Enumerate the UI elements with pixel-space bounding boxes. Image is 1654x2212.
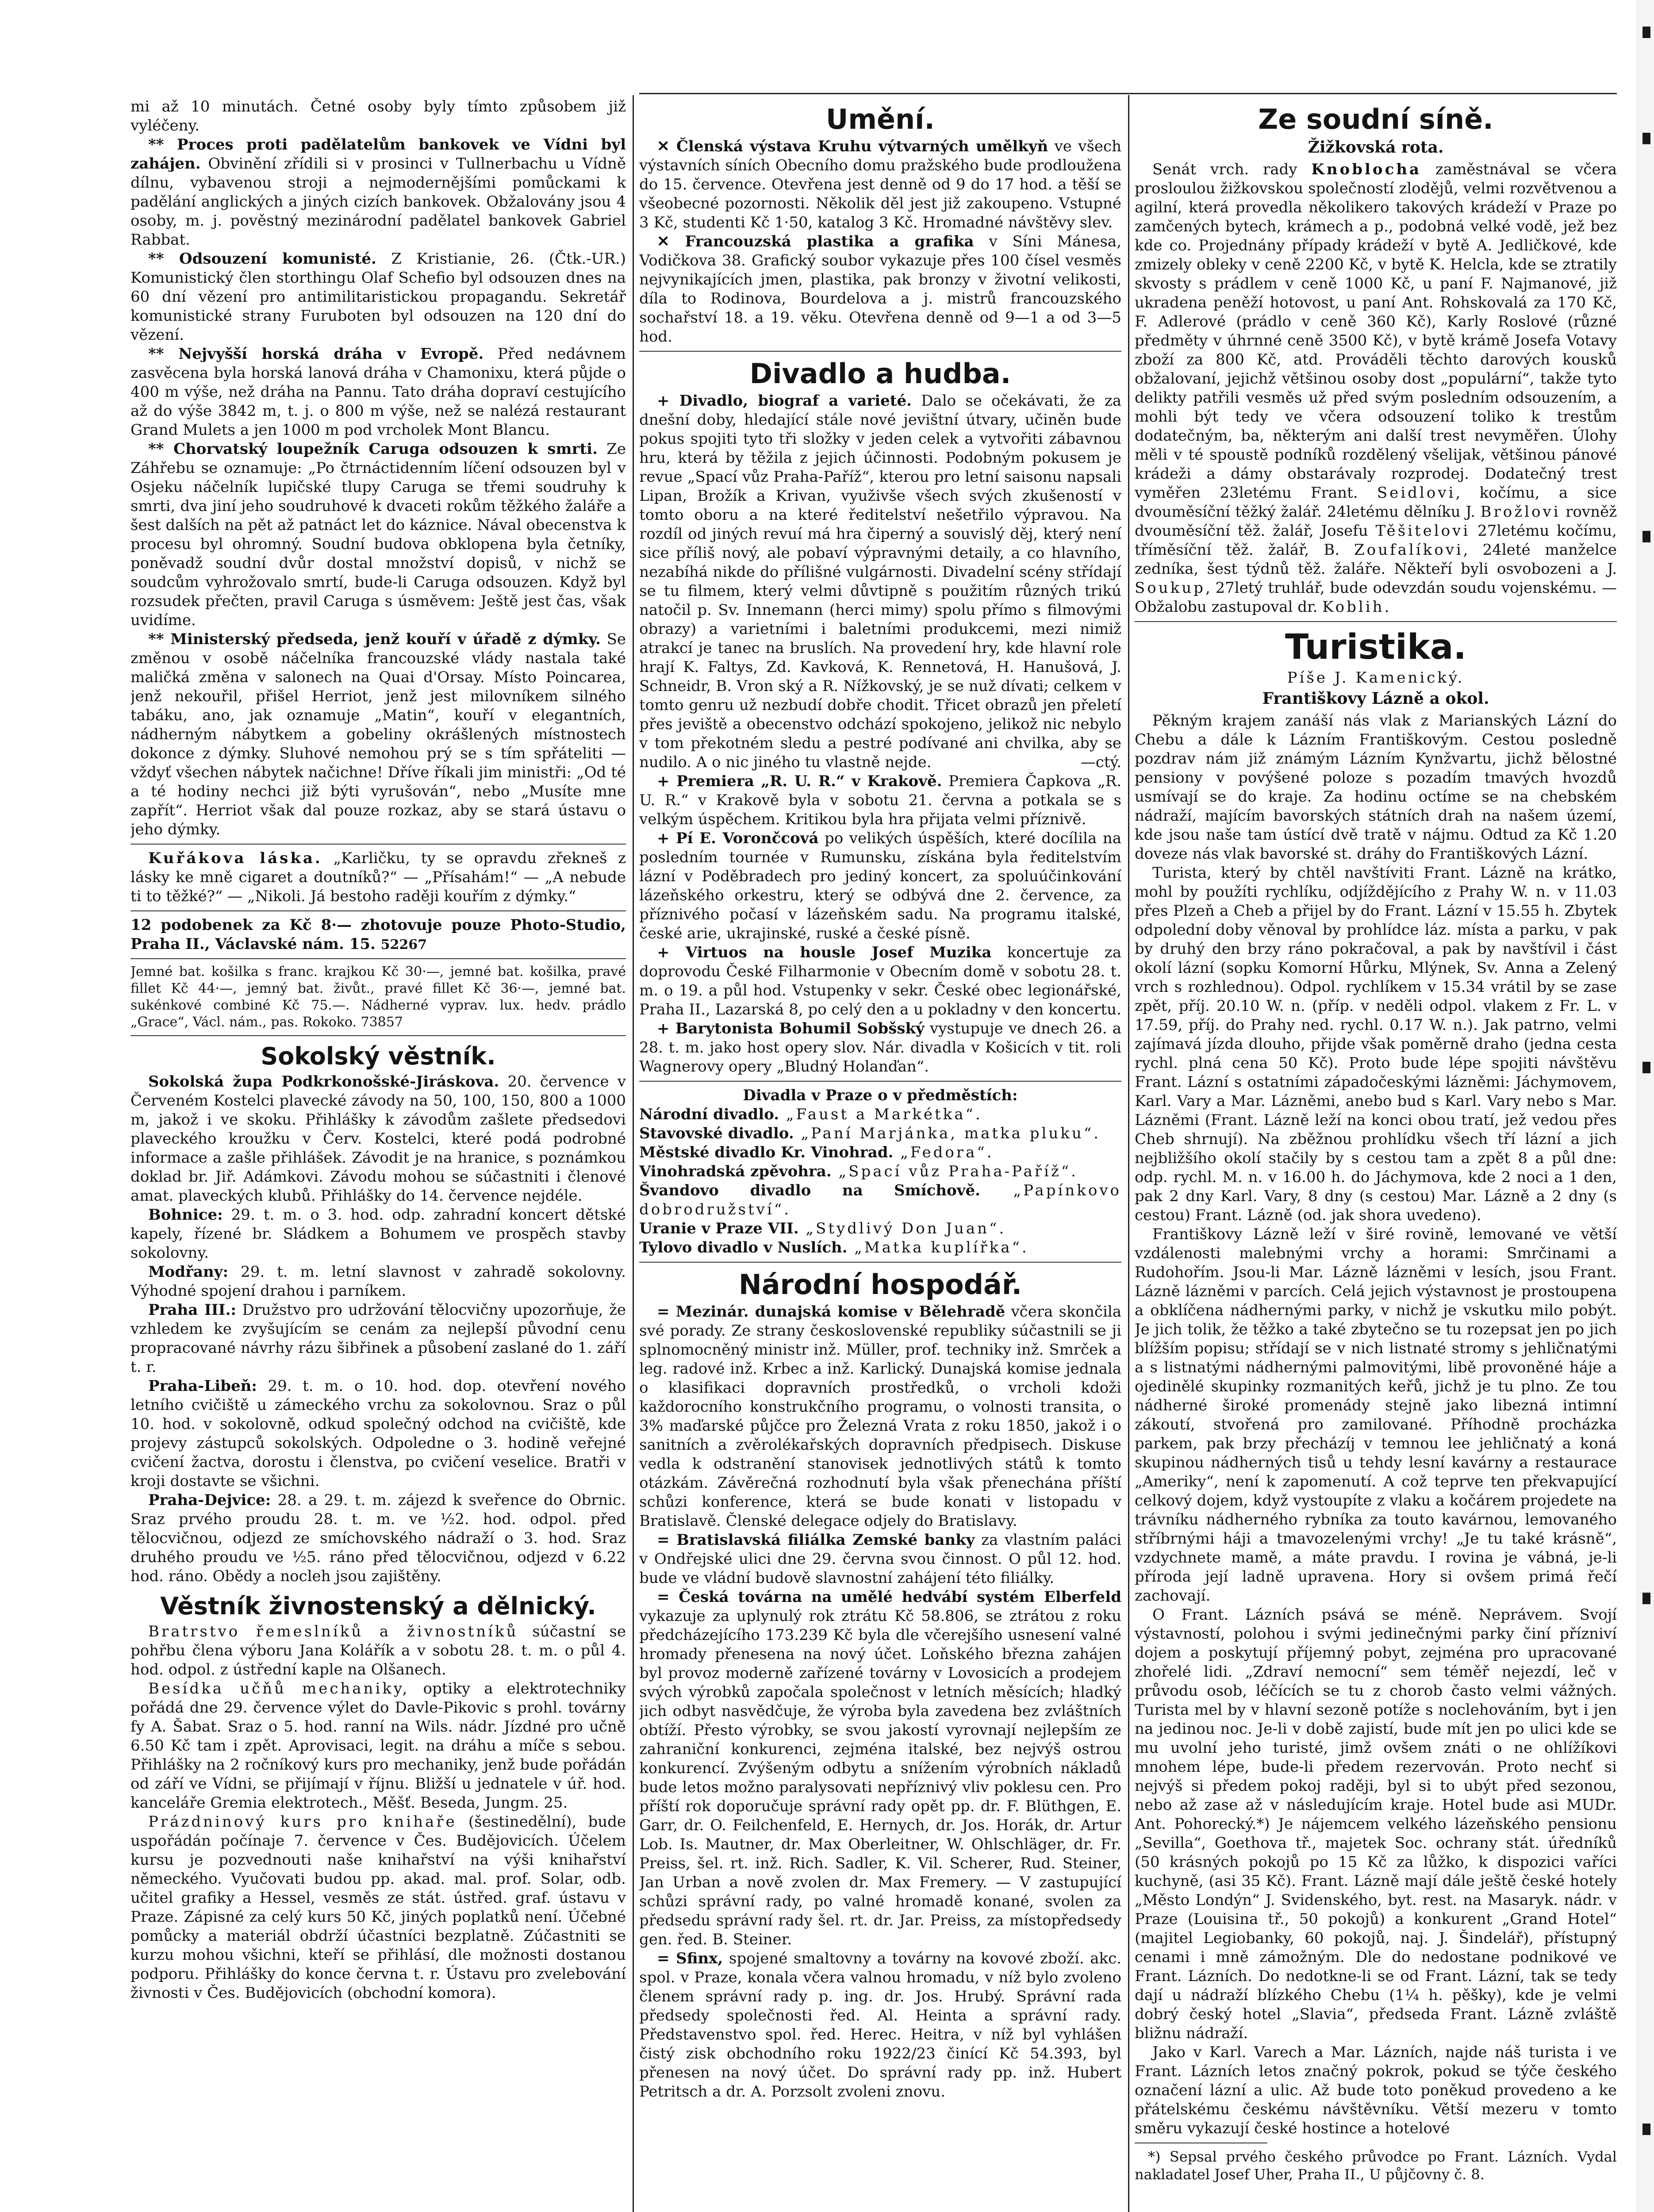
news-body: optiky a elektrotechniky pořádá dne 29. července výlet do Davle-Pikovic s prohl. továrny fy A. Šabat. Sraz o 5. hod. ranní na Wils. nádr. Jízdné pro učně 6.50 Kč tam i zpět. Aprovisaci, legit. na dráhu a míče s sebou. Přihlášky na 2 ročníkový kurs pro mechaniky, jenž bude pořádán od září ve Vídni, se přijímají v říjnu. Bližší u jednatele v úř. hod. kanceláře Gremia elektrotech., Měšť. Beseda, Jungm. 25. xyxy=(130,1680,626,1812)
play-title: „Fedora“. xyxy=(893,1144,994,1161)
news-item xyxy=(130,1679,626,1813)
ad-item xyxy=(130,849,626,906)
news-headline: = Česká továrna na umělé hedvábí systém Elberfeld xyxy=(657,1588,1121,1606)
news-body: v Síni Mánesa, Vodičkova 38. Grafický soubor vykazuje přes 100 čísel vesměs nejvynikajících jmen, plastika, pak bronzy v životní velikosti, díla to Rodinova, Bourdelova a j. mistrů francouzského sochařství 18. a 19. věku. Otevřena denně od 9—1 a od 3—5 hod. xyxy=(639,233,1121,346)
news-headline: Praha-Dejvice: xyxy=(148,1491,271,1509)
ad-headline: Kuřákova láska. xyxy=(148,849,322,867)
news-item xyxy=(130,1813,626,2003)
news-item xyxy=(639,232,1121,346)
column-middle xyxy=(639,97,1121,2212)
person-name: Brožlovi xyxy=(1480,503,1561,521)
news-item xyxy=(639,1588,1121,1949)
text-run: Senát vrch. rady xyxy=(1152,161,1312,178)
text-run: rovněž dvouměsíční těž. žalář, Josefu xyxy=(1135,503,1617,540)
theatre-name: Stavovské divadlo. xyxy=(639,1125,794,1142)
theatre-program-item xyxy=(639,1143,1121,1162)
news-body: Premiera Čapkova „R. U. R.“ v Krakově byla v sobotu 21. června a potkala se s velkým úspěchem. Kritikou byla hra přijata velmi příznivě. xyxy=(639,772,1121,828)
section-title-theatre: Divadlo a hudba. xyxy=(749,357,1011,390)
news-item xyxy=(639,943,1121,1019)
play-title: „Spací vůz Praha-Paříž“. xyxy=(831,1163,1078,1180)
person-name: Soukup xyxy=(1135,579,1205,597)
edge-mark xyxy=(1642,2124,1650,2135)
news-item xyxy=(130,1491,626,1586)
section-title-sokol: Sokolský věstník. xyxy=(261,1042,496,1070)
news-item xyxy=(639,137,1121,232)
news-body: Obvinění zřídili si v prosinci v Tullnerbachu u Vídně dílnu, vybavenou stroji a nejmodernějšími pomůckami k padělání anglických a jiných cizích bankovek. Obžalovány jsou 4 osoby, m. j. pověstný mezinárodní padělatel bankovek Gabriel Rabbat. xyxy=(130,155,626,249)
ad-lingerie xyxy=(130,964,626,1031)
news-body: 20. července v Červeném Kostelci plavecké závody na 50, 100, 150, 800 a 1000 m, jakož i ve skoku. Přihlášky k závodům zašlete předsedovi plaveckého kroužku v Červ. Kostelci, které podá podrobné informace a zašle přihlášek. Závodit je na hranice, s poznámkou doklad br. Jiř. Adámkovi. Závodu mohou se súčastniti i členové amat. plaveckých klubů. Přihlášky do 14. července nejdéle. xyxy=(130,1073,626,1205)
play-title: „Papínkovo dobrodružství“. xyxy=(639,1182,1121,1218)
news-body: Se změnou v osobě náčelníka francouzské vlády nastala také maličká změna v salonech na Quai d'Orsay. Místo Poincarea, jenž nekouřil, přišel Herriot, jenž jest milovníkem silného tabáku, ano, jak oznamuje „Matin“, kouří v elegantních, nádherným nábytkem a gobeliny okrášlených místnostech dokonce z dýmky. Sluhové nemohou prý se s tím spřáteliti — vždyť všechen nábytek načichne! Dříve říkali jim ministři: „Od té a té hodiny nechci již býti vyrušován“, nebo „Musíte mne zapřít“. Herriot však dal pouze rozkaz, aby se stará ústavu o jeho dýmky. xyxy=(130,630,626,838)
news-item xyxy=(130,1622,626,1679)
news-body: včera skončila své porady. Ze strany československé republiky súčastnili se ji splnomocněný ministr inž. Müller, prof. techniky inž. Smrček a leg. radové inž. Krbec a inž. Karlický. Dunajská komise jednala o klasifikaci dopravních prostředků, o vrcholi kdoži každorocního konstrukčního programu, o volnosti transita, o 3% maďarské půjčce pro Železná Vrata z roku 1850, jakož i o sanitních a zvěrolékařských dopravních předpisech. Diskuse vedla k odstranění stanovisek jednotlivých států k tomto otázkám. Závěrečná rozhodnutí byla však přenechána příští schůzi konference, která se bude konati v listopadu v Bratislavě. Členské delegace odjely do Bratislavy. xyxy=(639,1303,1121,1530)
article-signature: —ctý. xyxy=(1080,753,1121,771)
news-headline: + Divadlo, biograf a varieté. xyxy=(657,392,912,410)
play-title: „Stydlivý Don Juan“. xyxy=(798,1220,1006,1237)
section-divider xyxy=(639,1262,1121,1263)
news-item xyxy=(639,392,1121,772)
news-body: po velikých úspěších, které docílila na posledním tournée v Rumunsku, získána byla ředitelstvím lázní v Poděbradech pro jediný koncert, za spoluúčinkování lázeňského orkestru, který se odbývá dne 2. července, za příznivého počasí v lázeňském sadu. Na programu italské, české arie, ukrajinské, ruské a české písně. xyxy=(639,830,1121,942)
play-title: „Faust a Markétka“. xyxy=(779,1106,982,1123)
news-body: 29. t. m. letní slavnost v zahradě sokolovny. Výhodné spojení drahou i parníkem. xyxy=(130,1263,626,1300)
news-item xyxy=(130,1301,626,1377)
news-item xyxy=(639,1949,1121,2101)
play-title: „Matka kuplířka“. xyxy=(847,1239,1029,1256)
news-headline: Bratrstvo řemeslníků a živnostníků xyxy=(148,1623,518,1640)
edge-mark xyxy=(1642,531,1650,542)
section-title-tourism: Turistika. xyxy=(1285,627,1466,667)
person-name: Koblih xyxy=(1322,598,1385,616)
news-item xyxy=(639,1019,1121,1076)
column-right xyxy=(1135,97,1617,2212)
theatre-program-item xyxy=(639,1162,1121,1181)
article-subtitle: Žižkovská rota. xyxy=(1308,138,1444,157)
article-subtitle: Františkovy Lázně a okol. xyxy=(1262,689,1489,708)
edge-mark xyxy=(1642,133,1650,144)
ad-text: Jemné bat. košilka s franc. krajkou Kč 30·—, jemné bat. košilka, pravé fillet Kč 44·—, jemný bat. živůt., pravé fillet Kč 36·—, jemné bat. sukénkové combiné Kč 75.—. Nádherné vyprav. lux. hedv. prádlo „Grace“, Václ. nám., pas. Rokoko. xyxy=(130,964,626,1030)
news-headline: = Bratislavská filiálka Zemské banky xyxy=(657,1531,975,1549)
news-item xyxy=(639,1302,1121,1531)
news-body: vystupuje ve dnech 26. a 28. t. m. jako host opery slov. Nár. divadla v Košicích v tit. roli Wagnerovy opery „Bludný Holanďan“. xyxy=(639,1020,1121,1075)
person-name: Těšitelovi xyxy=(1375,522,1470,540)
text-run: 27letému kočímu, tříměsíční těž. žalář, B. xyxy=(1135,522,1617,559)
news-headline: ✕ Členská výstava Kruhu výtvarných umělkyň xyxy=(657,138,1048,155)
news-body: 28. a 29. t. m. zájezd k sveřence do Obrnic. Sraz prvého proudu 28. t. m. ve ½2. hod. odpol. před tělocvičnou, odjezd ze smíchovského nádraží o 3. hod. Sraz druhého proudu ve ½5. ráno před tělocvičnou, odjezd v 6.22 hod. ráno. Obědy a nocleh jsou zajištěny. xyxy=(130,1491,626,1585)
news-item xyxy=(130,440,626,630)
ad-number: 52267 xyxy=(380,937,427,952)
news-headline: ** Proces proti padělatelům bankovek ve Vídni byl zahájen. xyxy=(130,136,626,173)
news-item xyxy=(130,630,626,839)
text-run: . xyxy=(1384,598,1389,616)
theatre-name: Vinohradská zpěvohra. xyxy=(639,1163,832,1180)
article-text xyxy=(1135,160,1617,617)
edge-mark xyxy=(1642,27,1650,38)
news-item xyxy=(130,1263,626,1301)
article-text: Jako v Karl. Varech a Mar. Lázních, najde náš turista i ve Frant. Lázních letos značný pokrok, pokud se týče českého označení lázní a ulic. Až bude toto poněkud provedeno a ke přátelskému českému návštěvníku. Větší mezeru v tomto směru vykazují české hostince a hotelové xyxy=(1135,2043,1617,2137)
news-item xyxy=(130,250,626,345)
news-headline: + Barytonista Bohumil Sobšský xyxy=(657,1020,925,1037)
news-item xyxy=(130,1206,626,1263)
news-item xyxy=(639,1531,1121,1588)
section-divider xyxy=(639,1081,1121,1082)
section-divider xyxy=(130,844,626,845)
news-body: Družstvo pro udržování tělocvičny upozorňuje, že vzhledem ke zvyšujícím se cenám za nejlepší původní cenu propracované návrhy rázu šibřinek a působení zaslané do 1. září t. r. xyxy=(130,1301,626,1376)
section-title-economy: Národní hospodář. xyxy=(738,1268,1022,1301)
news-headline: Prázdninový kurs pro knihaře xyxy=(148,1813,457,1831)
news-item xyxy=(130,1072,626,1206)
news-headline: Bohnice: xyxy=(148,1206,223,1224)
person-name: Zoufalíkovi xyxy=(1354,541,1463,559)
edge-mark xyxy=(1642,1062,1650,1073)
play-title: „Paní Marjánka, matka pluku“. xyxy=(794,1125,1101,1142)
ad-body: „Karličku, ty se opravdu zřekneš z lásky ke mně cigaret a doutníků?“ — „Přísahám!“ — „A nebude ti to těžké?“ — „Nikoli. Já bestoho raději kouřím z dýmky.“ xyxy=(130,849,626,905)
theatre-name: Uranie v Praze VII. xyxy=(639,1220,799,1237)
column-divider-right xyxy=(1128,95,1129,2212)
news-headline: = Sfinx, xyxy=(657,1950,723,1967)
theatre-program-item xyxy=(639,1181,1121,1219)
person-name: Knoblocha xyxy=(1311,161,1422,178)
column-divider-left xyxy=(633,95,634,2212)
news-item xyxy=(639,772,1121,829)
section-divider xyxy=(1135,621,1617,622)
edge-mark xyxy=(1642,1593,1650,1604)
article-text: mi až 10 minutách. Četné osoby byly tímto způsobem již vyléčeny. xyxy=(130,98,626,134)
article-text: O Frant. Lázních psává se méně. Neprávem. Svojí výstavností, polohou i svými jedinečnými parky činí přízniví dojem a poskytují příjemný pobyt, zejména pro upracované zhořelé lidi. „Zdraví nemocní“ sem téměř nejezdí, leč v průvodu osob, léčících se tu z chorob často velmi vážných. Turista mel by v hlavní sezoně potíže s noclehováním, byt i jen na jedinou noc. Je-li v době zajistí, bude mít jen po ulici kde se mu uvolní jeho turisté, jimž ovšem znáti o ne ohlížíkovi mnohem lépe, bude-li předem rezervován. Proto nechť si nejvýš si předem pokoj raději, byl si to ubýt před sezonou, nebo až zase až v následujícím kraje. Hotel bude asi MUDr. Ant. Pohorecký.*) Je nájemcem velkého lázeňského pensionu „Sevilla“, Goethova tř., majetek Soc. ochrany stát. úředníků (50 krásných pokojů po 15 Kč za lůžko, k dispozici vaříci kuchyně, (asi 35 Kč). Frant. Lázně mají dále ještě české hotely „Město Londýn“ J. Svidenského, byt. rest. na Masaryk. nádr. v Praze (Louisina tř., 50 pokojů) a konkurent „Grand Hotel“ (majitel Legiobanky, 60 pokojů, naj. J. Šindelář), přístupný cenami i mně zámožným. Dle do nedostane podnikové ve Frant. Lázních. Do nedotkne-li se od Frant. Lázní, tak se tedy dají u nádraží blízkého Chebu (1¼ h. pěšky), kde je velmi dobrý český hotel „Slavia“, předseda Frant. Lázně zvláště bližnu nádraží. xyxy=(1135,1606,1617,2042)
theatre-program-item xyxy=(639,1124,1121,1143)
text-run: , 24leté manželce zedníka, šest týdnů těž. žaláře. Někteří byli osvobozeni a J. xyxy=(1135,541,1617,578)
ad-text: 12 podobenek za Kč 8·— zhotovuje pouze Photo-Studio, Praha II., Václavské nám. 15. xyxy=(130,916,626,953)
article-text: Pěkným krajem zanáší nás vlak z Marianských Lázní do Chebu a dále k Lázním Františkovým. Cestou posledně pozdrav nám již známým Lázním Kynžvartu, jichž bělostné pensiony v povýšené poloze s pozadím tmavých hvozdů usmívají se do kraje. Za hodinu octíme se na chebském nádraží, majícím bavorských státních drah na našem území, kde jsou naše tam ústící dvě tratě v nájmu. Odtud za Kč 1.20 doveze nás vlak bavorské st. dráhy do Františkových Lázní. xyxy=(1135,712,1617,863)
news-headline: + Pí E. Vorončcová xyxy=(657,830,819,847)
news-body: spojené smaltovny a továrny na kovové zboží. akc. spol. v Praze, konala včera valnou hromadu, v níž bylo zvoleno členem správní rady p. ing. dr. Jos. Hrubý. Správní rada předsedy společnosti řed. Al. Heinta a správní rady. Představenstvo spol. řed. Herec. Heitra, v níž byl vyhlášen čistý zisk obchodního roku 1922/23 činící Kč 54.393, byl přenesen na nový účet. Do správní rady pp. inž. Hubert Petritsch a dr. A. Porzsolt zvoleni znovu. xyxy=(639,1950,1121,2101)
text-run: , kočímu, a sice dvouměsíční těžký žalář. 24letému dělníku J. xyxy=(1135,484,1617,521)
news-headline: ** Odsouzení komunisté. xyxy=(148,250,376,268)
news-headline: ** Nejvyšší horská dráha v Evropě. xyxy=(148,345,484,363)
section-divider xyxy=(130,1035,626,1036)
person-name: Seidlovi xyxy=(1377,484,1456,502)
news-headline: Modřany: xyxy=(148,1263,229,1281)
news-headline: + Premiera „R. U. R.“ v Krakově. xyxy=(657,772,942,790)
news-item xyxy=(130,135,626,250)
news-headline: ** Ministerský předseda, jenž kouří v úřadě z dýmky. xyxy=(148,630,601,648)
section-title-trades: Věstník živnostenský a dělnický. xyxy=(160,1592,596,1620)
theatre-name: Městské divadlo Kr. Vinohrad. xyxy=(639,1144,894,1161)
theatre-program-item xyxy=(639,1105,1121,1124)
section-title-court: Ze soudní síně. xyxy=(1258,103,1493,135)
news-headline: = Mezinár. dunajská komise v Bělehradě xyxy=(657,1303,1005,1321)
theatre-program-item xyxy=(639,1238,1121,1257)
news-headline: Besídka učňů mechaniky, xyxy=(148,1680,410,1697)
theatre-name: Tylovo divadlo v Nuslích. xyxy=(639,1239,848,1256)
news-body: za vlastním paláci v Ondřejské ulici dne 29. června svou činnost. O půl 12. hod. bude ve vládní budově slavnostní zahájení této filiálky. xyxy=(639,1531,1121,1587)
news-body: ve všech výstavních síních Obecního domu pražského bude prodloužena do 15. července. Otevřena jest denně od 9 do 17 hod. a těší se všeobecné pozornosti. Několik děl jest již zakoupeno. Vstupné 3 Kč, studenti Kč 1·50, katalog 3 Kč. Hromadné návštěvy slev. xyxy=(639,138,1121,231)
text-run: zaměstnával se včera prosloulou žižkovskou společností zlodějů, velmi rozvětvenou a agilní, která provedla několikero takových krádeží v Praze po zamčených bytech, krámech a p., podobná velké vodě, jež bez kde co. Projednány případy krádeží v bytě A. Jedličkové, kde zmizely obleky v ceně 2200 Kč, v bytě K. Helcla, kde se ztratily skvosty s prádlem v ceně 1000 Kč, u paní F. Najmanové, již ukradena peněží hotovost, u paní Ant. Rohskovalá za 170 Kč, F. Adlerové (prádlo v ceně 360 Kč), Karly Roslové (různé předměty v úhrnné ceně 3500 Kč), v bytě krámě Josefa Votavy zboží za 800 Kč, atd. Prováděli těchto darových kousků obžalovaní, jejichž většinou osoby dost „populární“, takže tyto delikty patřili vesměs už před svým posledním odsouzením, a mohli být tedy ve včera odsouzení toliko k trestům dodatečným, ba, některým ani další trest nevyměřen. Úlohy měli v té spoustě podníků rozdělený všelijak, většinou pánové krádeži a dámy obstarávaly rozprodej. Dodatečný trest vyměřen 23letému Frant. xyxy=(1135,161,1617,502)
news-body: Ze Záhřebu se oznamuje: „Po čtrnáctidenním líčení odsouzen byl v Osjeku náčelník lupičské tlupy Caruga se třemi soudruhy k smrti, dva jiní jeho soudruhové k dvaceti rokům těžkého žaláře a šest dalších na pět až patnáct let do káznice. Nával obecenstva k procesu byl ohromný. Soudní budova obklopena byla četníky, poněvadž soudní dvůr dostal množství dopisů, v nichž se soudcům vyhrožovalo smrtí, bude-li Caruga odsouzen. Když byl rozsudek přečten, pravil Caruga s úsměvem: Ještě jest čas, však uvidíme. xyxy=(130,440,626,629)
section-title-art: Umění. xyxy=(826,103,935,135)
theatre-program-title: Divadla v Praze o v předměstích: xyxy=(743,1087,1018,1104)
column-left xyxy=(130,97,626,2212)
news-item xyxy=(130,345,626,440)
news-item xyxy=(639,829,1121,943)
news-body: koncertuje za doprovodu České Filharmonie v Obecním domě v sobotu 28. t. m. o 19. a půl hod. Vstupenky v sekr. České obec legionářské, Praha II., Lazarská 8, po celý den a u pokladny v den koncertu. xyxy=(639,944,1121,1018)
news-body: Z Kristianie, 26. (Čtk.-UR.) Komunistický člen storthingu Olaf Schefio byl odsouzen dnes na 60 dní vězení pro antimilitaristickou propagandu. Sekretář komunistické strany Furuboten byl odsouzen na 120 dní do vězení. xyxy=(130,250,626,344)
news-body: vykazuje za uplynulý rok ztrátu Kč 58.806, se ztrátou z roku předcházejícího 173.239 Kč byla dle včerejšího usnesení valné hromady přenesena na nový účet. Loňského března zahájen byl provoz moderně zařízené továrny v Lovosicích a prodejem svých výrobků započala společnost v letních měsících; hladký jich odbyt nasvědčuje, že výroba byla zavedena bez zvláštních obtíží. Přesto výrobky, se svou jakostí vyrovnají nejlepším ze zahraniční konkurenci, zejména italské, bez nejvýš ostrou konkurencí. Zvýšeným odbytu a snížením výrobních nákladů bude letos možno paralysovati nepříznivý vliv poklesu cen. Pro příští rok doporučuje správní rady opět pp. dr. F. Blüthgen, E. Garr, dr. O. Feilchenfeld, E. Hernych, dr. Jos. Horák, dr. Artur Lob. Is. Mautner, dr. Max Oberleitner, W. Ohlschläger, dr. Fr. Preiss, šel. rt. inž. Rich. Sadler, K. Vil. Scherer, Rud. Steiner, Jan Urban a nově zvolen dr. Max Fremery. — V zastupující schůzi správní rady, po valné hromadě konané, svolen za předsedu správní rady šel. rt. dr. Jar. Preiss, za místopředsedy gen. řed. B. Steiner. xyxy=(639,1607,1121,1948)
column-top-rule xyxy=(639,93,1617,94)
theatre-program-list xyxy=(639,1105,1121,1257)
ad-photo-studio xyxy=(130,916,626,954)
news-body: súčastní se pohřbu člena výboru Jana Kolářík a v sobotu 28. t. m. o půl 4. hod. odpol. z ústřední kaple na Olšanech. xyxy=(130,1623,626,1678)
news-body: (šestinedělní), bude uspořádán počínaje 7. července v Čes. Budějovicích. Účelem kursu je pozvednouti naše knihařství na výši knihařství německého. Vyučovati budou pp. akad. mal. prof. Solar, odb. učitel grafiky a Hessel, vesměs ze stát. ústřed. graf. ústavu v Praze. Zápisné za celý kurs 50 Kč, jiných poplatků není. Účebné pomůcky a materiál obdrží účastníci bezplatně. Zúčastniti se kurzu mohou všichni, kteří se přihlásí, dle možnosti dostanou podporu. Přihlášky do konce června t. r. Ústavu pro zvelebování živnosti v Čes. Budějovicích (obchodní komora). xyxy=(130,1813,626,2002)
news-body: Dalo se očekávati, že za dnešní doby, hledající stále nové jevištní útvary, učiněn bude pokus spojiti tyto tři složky v jeden celek a vytvořiti zábavnou hru, která by těžila z jejich účinnosti. Podobným pokusem je revue „Spací vůz Praha-Paříž“, kterou pro letní saisonu napsali Lipan, Brožík a Krivan, využivše všech svých zkušeností v tomto oboru a na které ředitelství nešetřilo výpravou. Na rozdíl od jiných revuí má hra čiperný a souvislý děj, který není sice příliš nový, ale pobaví výpravnými detaily, a co hlavního, nezabíhá nikde do přílišné vulgárnosti. Divadelní scény střídají se tu filmem, který velmi důvtipně s použitím různých trikú natočil p. Sv. Innemann (herci mimy) spolu přímo s filmovými obrazy) a varietními i baletními produkcemi, mezi nimiž atrakcí je tanec na bruslích. Na provedení hry, kde hlavní role hrají K. Faltys, Zd. Kavková, K. Rennetová, H. Hanušová, J. Schneidr, B. Vron ský a R. Nížkovský, je se nuž dívati; celkem v tomto genru už nezbudí dobře chodit. Třicet obrazů jen přeletí přes jeviště a obecenstvo odchází spokojeno, jelikož nic nebylo v tom překotném sledu a pestré podívané ani chvilka, aby se nudilo. A o nic jiného tu vlastně nejde. xyxy=(639,392,1121,771)
article-text: Turista, který by chtěl navštíviti Frant. Lázně na krátko, mohl by použíti rychlíku, odjíždějícího z Prahy W. n. v 11.03 přes Plzeň a Cheb a přijel by do Frant. Lázní v 15.55 h. Zbytek odpolední doby věnoval by prohlídce láz. místa a parku, v pak by druhý den brzy ráno pokračoval, a pak by navštívil i část okolí lázní (sopku Komorní Hůrku, Mlýnek, Sv. Anna a Zelený vrch s rozhlednou). Odpol. rychlíkem v 15.34 vrátil by se zase zpět, příj. 20.10 W. n. (příp. v neděli odpol. vlakem z Fr. L. v 17.59, příj. do Prahy ned. rychl. 0.17 W. n.). Jak patrno, velmi zajímavá jízda dlouho, přijde však poměrně draho (jedna cesta rychl. plná cena 50 Kč). Proto bude lépe spojiti návštěvu Frant. Lázní s ostatními západočeskými lázněmi: Jáchymovem, Karl. Vary a Mar. Lázněmi, anebo bud s Karl. Vary nebo s Mar. Lázněmi (Frant. Lázně leží na konci obou tratí, jež vedou přes Cheb shrnují). Na zběžnou prohlídku všech tří lázní a jich nejbližšího okolí stačily by s cestou tam a zpět 8 a půl dne: odp. rychl. M. n. v 16.00 h. do Jáchymova, kde 2 noci a 1 den, pak 2 dny Karl. Vary, 8 dny (s cestou) Mar. Lázně a 2 dny (s cestou) Frant. Lázně (od. jak shora uvedeno). xyxy=(1135,864,1617,1224)
news-headline: ** Chorvatský loupežník Caruga odsouzen k smrti. xyxy=(148,440,598,458)
news-headline: ✕ Francouzská plastika a grafika xyxy=(657,233,974,250)
ad-number: 73857 xyxy=(361,1014,403,1030)
news-body: 29. t. m. o 3. hod. odp. zahradní koncert dětské kapely, řízené br. Sládkem a Bohumem ve prospěch stavby sokolovny. xyxy=(130,1206,626,1262)
theatre-program-item xyxy=(639,1219,1121,1238)
article-byline: Píše J. Kamenický. xyxy=(1287,669,1465,687)
text-run: , 27letý truhlář, bude odevzdán soudu vojenskému. — Obžalobu zastupoval dr. xyxy=(1135,579,1617,616)
footnote: *) Sepsal prvého českého průvodce po Frant. Lázních. Vydal nakladatel Josef Uher, Praha II., U půjčovny č. 8. xyxy=(1135,2148,1617,2183)
news-body: Před nedávnem zasvěcena byla horská lanová dráha v Chamonixu, která půjde o 400 m výše, než dráha na Pannu. Tato dráha dopraví cestujícího až do výše 3842 m, t. j. o 800 m výše, než se nalézá restaurant Grand Mulets a jen 1000 m pod vrcholek Mont Blancu. xyxy=(130,345,626,439)
news-headline: Praha-Libeň: xyxy=(148,1377,257,1395)
news-body: 29. t. m. o 10. hod. dop. otevření nového letního cvičiště u zámeckého vrchu za sokolovnou. Sraz o půl 10. hod. v sokolovně, odkud společný odchod na cvičiště, kde projevy zástupců sokolských. Odpoledne o 3. hodině veřejné cvičení žactva, dorostu i členstva, po cvičení veselice. Bratři v kroji dostavte se všichni. xyxy=(130,1377,626,1490)
section-divider xyxy=(130,910,626,911)
theatre-name: Švandovo divadlo na Smíchově. xyxy=(639,1182,980,1199)
article-text: Františkovy Lázně leží v širé rovině, lemované ve větší vzdálenosti malebnými vrchy a horami: Smrčinami a Rudohořím. Jsou-li Mar. Lázně lázněmi v lesích, jsou Frant. Lázně lázněmi v parcích. Celá jejich výstavnost je prostoupena a obklíčena nádhernými parky, v nichž je vskutku milo pobýt. Je jich tolik, že těžko a také zbytečno se tu rozepsat jen po jich blížším popisu; střídají se v nich listnaté stromy s jehličnatými a s listnatými nádhernými palmovitými, libě provoněné háje a ojedinělé skupinky rozmanitých keřů, jichž je tu plno. Ze tou nádherné široké promenády stejně jako libezná intimní zákoutí, stvořená pro zamilované. Příhodně procházka parkem, pak brzy přecházíj v temnou lee jehličnatý a koná skupinou nádherných tisů u tehdy lesní kavárny a restaurace „Ameriky“, není k zapomenutí. A což teprve ten překvapující celkový dojem, když vystoupíte z vlaku a kočárem projedete na trávníku nádherného rybníka za touto kavárnou, lemovaného stříbrnými háji a tmavozelenými vrchy! „Je tu také krásně“, vzdychnete mamě, a máte pravdu. I rovina je vábná, je-li příroda její ladně upravena. Hory si ovšem primá řečí zachovají. xyxy=(1135,1225,1617,1605)
section-divider xyxy=(130,958,626,959)
news-item xyxy=(130,1377,626,1491)
theatre-name: Národní divadlo. xyxy=(639,1106,779,1123)
news-headline: + Virtuos na housle Josef Muzika xyxy=(657,944,992,961)
page-edge-strip xyxy=(1636,0,1654,2212)
section-divider xyxy=(639,351,1121,352)
news-headline: Sokolská župa Podkrkonošské-Jiráskova. xyxy=(148,1073,499,1091)
news-headline: Praha III.: xyxy=(148,1301,236,1319)
